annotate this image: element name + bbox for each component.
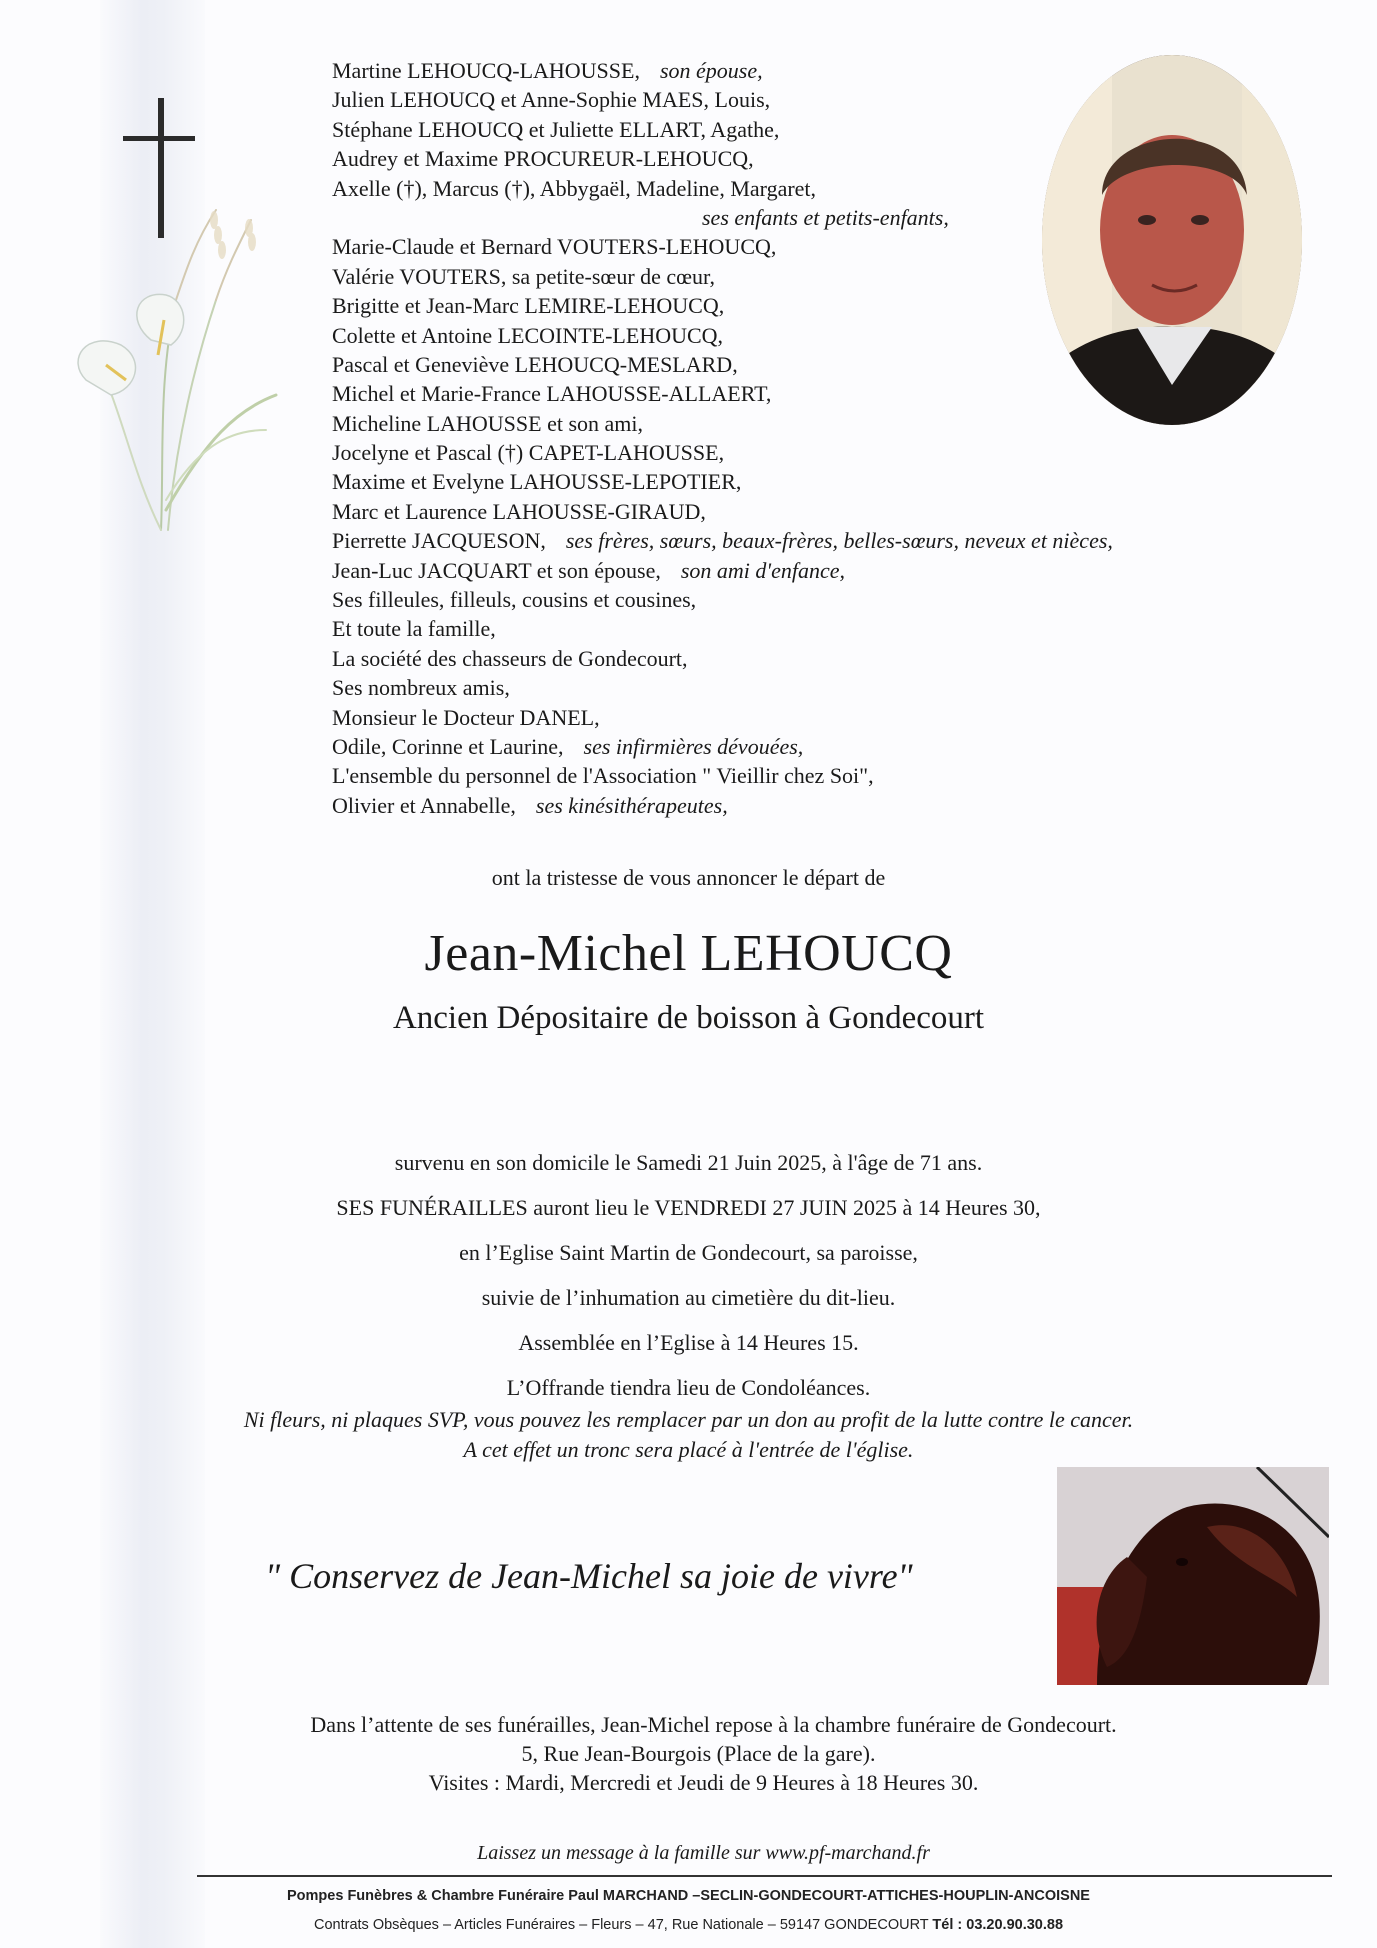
family-line: Pascal et Geneviève LEHOUCQ-MESLARD,: [332, 351, 738, 377]
dog-photo: [1057, 1467, 1329, 1685]
family-line: Julien LEHOUCQ et Anne-Sophie MAES, Louis,: [332, 87, 771, 113]
memorial-quote: " Conservez de Jean-Michel sa joie de vivre": [265, 1556, 913, 1596]
website-message: Laissez un message à la famille sur www.pf-marchand.fr: [477, 1842, 930, 1864]
family-line: Micheline LAHOUSSE et son ami,: [332, 410, 644, 436]
family-line: Audrey et Maxime PROCUREUR-LEHOUCQ,: [332, 146, 754, 172]
flowers-wish: [0, 1405, 1377, 1465]
funeral-home-name: Pompes Funèbres & Chambre Funéraire Paul MARCHAND –SECLIN-GONDECOURT-ATTICHES-HOUPLIN-ANCOISNE: [287, 1888, 1090, 1904]
detail-line: Assemblée en l’Eglise à 14 Heures 15.: [518, 1330, 859, 1355]
family-line: Pierrette JACQUESON, ses frères, sœurs, beaux-frères, belles-sœurs, neveux et nièces,: [332, 528, 1113, 554]
contact-phone: Tél : 03.20.90.30.88: [932, 1917, 1064, 1933]
footer-divider: [197, 1875, 1332, 1877]
repose-info: [0, 1710, 1377, 1797]
family-line: Odile, Corinne et Laurine, ses infirmières dévouées,: [332, 733, 804, 759]
family-line: L'ensemble du personnel de l'Association " Vieillir chez Soi",: [332, 763, 874, 789]
family-line: Jean-Luc JACQUART et son épouse, son ami d'enfance,: [332, 557, 846, 583]
family-line: Martine LEHOUCQ-LAHOUSSE, son épouse,: [332, 58, 763, 83]
wish-line: A cet effet un tronc sera placé à l'entrée de l'église.: [463, 1437, 914, 1462]
detail-line: SES FUNÉRAILLES auront lieu le VENDREDI 27 JUIN 2025 à 14 Heures 30,: [336, 1195, 1041, 1220]
funeral-home-contact: [0, 1917, 1377, 1933]
family-line: Monsieur le Docteur DANEL,: [332, 704, 600, 730]
family-line: Olivier et Annabelle, ses kinésithérapeutes,: [332, 792, 728, 818]
family-line: Maxime et Evelyne LAHOUSSE-LEPOTIER,: [332, 469, 742, 495]
children-caption: ses enfants et petits-enfants,: [702, 204, 949, 230]
family-line: Ses nombreux amis,: [332, 675, 510, 701]
funeral-details: [0, 1140, 1377, 1410]
family-line: Marie-Claude et Bernard VOUTERS-LEHOUCQ,: [332, 234, 777, 260]
family-line: Michel et Marie-France LAHOUSSE-ALLAERT,: [332, 381, 772, 407]
deceased-portrait: [1042, 55, 1302, 425]
family-line: Marc et Laurence LAHOUSSE-GIRAUD,: [332, 498, 706, 524]
detail-line: suivie de l’inhumation au cimetière du dit-lieu.: [481, 1285, 896, 1310]
deceased-title: Ancien Dépositaire de boisson à Gondecourt: [392, 1000, 985, 1036]
family-line: Ses filleules, filleuls, cousins et cousines,: [332, 587, 697, 613]
family-line: Brigitte et Jean-Marc LEMIRE-LEHOUCQ,: [332, 293, 725, 319]
family-line: Jocelyne et Pascal (†) CAPET-LAHOUSSE,: [332, 440, 725, 466]
announcement-text: ont la tristesse de vous annoncer le départ de: [491, 865, 886, 890]
detail-line: L’Offrande tiendra lieu de Condoléances.: [506, 1375, 871, 1400]
repose-line: Visites : Mardi, Mercredi et Jeudi de 9 Heures à 18 Heures 30.: [428, 1770, 979, 1795]
detail-line: en l’Eglise Saint Martin de Gondecourt, sa paroisse,: [459, 1240, 918, 1265]
deceased-name: Jean-Michel LEHOUCQ: [424, 925, 953, 982]
family-line: Stéphane LEHOUCQ et Juliette ELLART, Agathe,: [332, 116, 780, 142]
lily-flower-icon: [66, 180, 286, 540]
family-line: Valérie VOUTERS, sa petite-sœur de cœur,: [332, 263, 716, 289]
family-line: La société des chasseurs de Gondecourt,: [332, 645, 688, 671]
repose-line: 5, Rue Jean-Bourgois (Place de la gare).: [521, 1741, 876, 1766]
repose-line: Dans l’attente de ses funérailles, Jean-Michel repose à la chambre funéraire de Gondecourt.: [310, 1712, 1117, 1737]
family-line: Axelle (†), Marcus (†), Abbygaël, Madeline, Margaret,: [332, 175, 817, 201]
family-line: Colette et Antoine LECOINTE-LEHOUCQ,: [332, 322, 724, 348]
family-line: Et toute la famille,: [332, 616, 496, 642]
contact-address: Contrats Obsèques – Articles Funéraires – Fleurs – 47, Rue Nationale – 59147 GONDECOURT: [313, 1917, 929, 1933]
detail-line: survenu en son domicile le Samedi 21 Juin 2025, à l'âge de 71 ans.: [394, 1150, 983, 1175]
wish-line: Ni fleurs, ni plaques SVP, vous pouvez les remplacer par un don au profit de la lutte contre le cancer.: [243, 1407, 1134, 1432]
